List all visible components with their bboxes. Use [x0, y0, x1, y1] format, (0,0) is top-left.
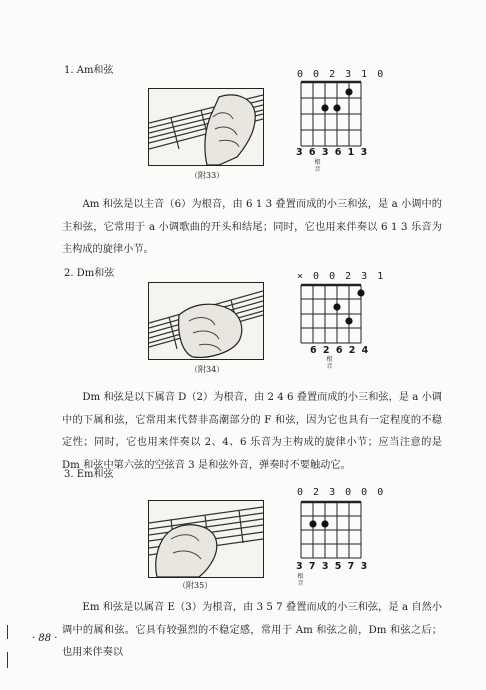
finger-dot [321, 104, 328, 111]
figure-caption-am: （附33） [190, 171, 225, 180]
hand-photo-em-drawing [149, 501, 263, 577]
finger-dot [357, 289, 364, 296]
chord-diagram-dm [297, 283, 367, 345]
hand-photo-am [148, 88, 264, 166]
finger-dot [333, 303, 340, 310]
finger-dot [321, 520, 328, 527]
finger-dot [345, 317, 352, 324]
root-label-dm: 根音 [326, 356, 333, 370]
chord-fingering-em: 0 2 3 0 0 0 [297, 487, 386, 498]
page-number: · 88 · [32, 633, 58, 644]
chord-diagram-am [297, 80, 367, 148]
figure-caption-dm: （附34） [190, 365, 225, 374]
hand-photo-dm [148, 282, 264, 360]
chord-notes-am: 3 6 3 6 1 3 [296, 147, 369, 158]
chord-fingering-am: 0 0 2 3 1 0 [297, 69, 386, 80]
chord-notes-em: 3 7 3 5 7 3 [296, 561, 369, 572]
figure-caption-em: （附35） [178, 581, 213, 590]
chord-notes-dm: 6 2 6 2 4 [310, 345, 370, 356]
paragraph-dm: Dm 和弦是以下属音 D（2）为根音，由 2 4 6 叠置而成的小三和弦，是 a 小调中的下属和弦，它常用来代替非高潮部分的 F 和弦，因为它也具有一定程度的不稳定性；同时，它也用来伴奏以 2、4、6 乐音为主构成的旋律小节；应当注意的是 Dm 和弦中第六弦的空弦音 3 是和弦外音，弹奏时不要触动它。 [62, 392, 442, 471]
paragraph-am: Am 和弦是以主音（6）为根音，由 6 1 3 叠置而成的小三和弦，是 a 小调中的主和弦，它常用于 a 小调歌曲的开头和结尾；同时，它也用来伴奏以 6 1 3 乐音为主构成的旋律小节。 [62, 199, 442, 255]
scan-margin-mark [7, 652, 8, 668]
scan-margin-mark [7, 625, 8, 639]
finger-dot [309, 520, 316, 527]
chord-fingering-dm: × 0 0 2 3 1 [297, 271, 386, 282]
hand-photo-em [148, 500, 264, 578]
finger-dot [333, 104, 340, 111]
hand-photo-am-drawing [149, 89, 263, 165]
section-heading-dm: 2. Dm和弦 [64, 268, 115, 279]
finger-dot [345, 88, 352, 95]
root-label-am: 根音 [314, 159, 321, 173]
chord-diagram-em [297, 500, 367, 560]
hand-photo-dm-drawing [149, 283, 263, 359]
section-heading-am: 1. Am和弦 [64, 65, 114, 76]
root-label-em: 根音 [297, 573, 304, 587]
section-heading-em: 3. Em和弦 [64, 469, 114, 480]
paragraph-em: Em 和弦是以属音 E（3）为根音，由 3 5 7 叠置而成的小三和弦，是 a 自然小调中的属和弦。它具有较强烈的不稳定感，常用于 Am 和弦之前，Dm 和弦之后；也用来伴奏以 [62, 602, 442, 658]
